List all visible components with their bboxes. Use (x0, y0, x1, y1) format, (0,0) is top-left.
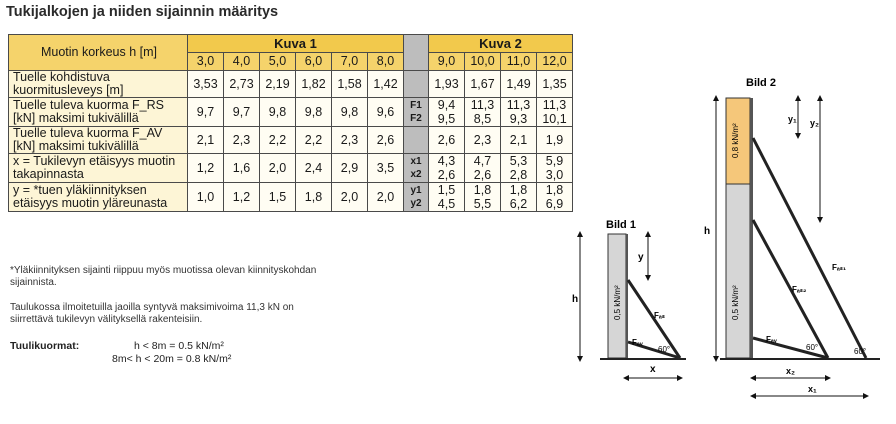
h2-2: 11,0 (501, 53, 537, 71)
bild2-fav-label: Fₐᵥ (766, 335, 777, 344)
table-row (9, 127, 573, 154)
table-row (9, 183, 573, 212)
table-row (9, 71, 573, 98)
cell: 2,9 (332, 154, 368, 183)
cell: 2,3 (465, 127, 501, 154)
bild1-y-label: y (638, 252, 644, 263)
header-label: Muotin korkeus h [m] (40, 45, 157, 59)
bild2-x2-label: x₂ (786, 366, 796, 376)
cell (501, 98, 537, 127)
bild2-label: Bild 2 (746, 77, 776, 89)
bild2-load-upper: 0,8 kN/m² (731, 123, 740, 158)
cell (465, 183, 501, 212)
note-1 (10, 265, 316, 289)
cell-top: 11,3 (542, 98, 567, 112)
table-header-row (9, 35, 573, 53)
cell: 1,0 (188, 183, 224, 212)
cell: 2,3 (332, 127, 368, 154)
row-label: Tuelle tuleva kuorma F_AV [kN] maksimi tukivälillä (9, 127, 188, 154)
page-title: Tukijalkojen ja niiden sijainnin määritys (6, 4, 279, 20)
wind-line-1: h < 8m = 0.5 kN/m² (134, 340, 224, 352)
cell-bottom: 4,5 (437, 197, 456, 211)
cell: 2,2 (260, 127, 296, 154)
cell: 1,67 (465, 71, 501, 98)
cell-bottom: 2,6 (437, 168, 456, 182)
cell: 2,0 (260, 154, 296, 183)
bild1-angle: 60° (658, 345, 671, 354)
row-label: Tuelle tuleva kuorma F_RS [kN] maksimi tukivälillä (9, 98, 188, 127)
bild2-formwork-edge (750, 98, 753, 358)
cell: 9,8 (296, 98, 332, 127)
cell: 2,1 (188, 127, 224, 154)
cell: 2,1 (501, 127, 537, 154)
cell-top: 11,3 (506, 98, 531, 112)
cell: 3,53 (188, 71, 224, 98)
cell-top: 4,7 (473, 154, 492, 168)
bild2-y1-label: y₁ (788, 114, 797, 124)
cell (429, 98, 465, 127)
row-label: x = Tukilevyn etäisyys muotin takapinnasta (9, 154, 188, 183)
cell: 2,2 (296, 127, 332, 154)
row-marker: x1 x2 (404, 154, 429, 183)
bild2-x1-label: x₁ (808, 384, 817, 394)
cell: 1,82 (296, 71, 332, 98)
cell: 2,3 (224, 127, 260, 154)
cell (537, 183, 573, 212)
cell-bottom: 8,5 (473, 112, 492, 126)
cell-bottom: 2,8 (509, 168, 528, 182)
cell-top: 1,8 (509, 183, 528, 197)
table-body (9, 71, 573, 212)
cell: 2,19 (260, 71, 296, 98)
table-row (9, 154, 573, 183)
group-kuva1: Kuva 1 (188, 35, 404, 53)
cell-bottom: 9,5 (437, 112, 456, 126)
note-2-line-b: siirrettävä tukilevyn välityksellä rakenteisiin. (10, 314, 203, 325)
bild2-brace-fas2 (753, 220, 828, 358)
bild1-fas-label: Fₐₛ (654, 311, 665, 320)
cell (465, 154, 501, 183)
h1-2: 5,0 (260, 53, 296, 71)
cell: 9,7 (188, 98, 224, 127)
bild2-fas1-label: Fₐₛ₁ (832, 263, 847, 272)
bild1-h-label: h (572, 294, 579, 305)
cell (429, 183, 465, 212)
cell: 9,8 (260, 98, 296, 127)
header-label-cell (9, 35, 188, 71)
wind-label: Tuulikuormat: (10, 340, 80, 352)
cell-top: 5,3 (509, 154, 528, 168)
cell-bottom: 2,6 (473, 168, 492, 182)
cell-top: 4,3 (437, 154, 456, 168)
note-1-line-a: *Yläkiinnityksen sijainti riippuu myös muotissa olevan kiinnityskohdan (10, 265, 317, 276)
row-marker: y1 y2 (404, 183, 429, 212)
support-table (8, 34, 573, 212)
cell: 3,5 (368, 154, 404, 183)
cell (429, 154, 465, 183)
h1-3: 6,0 (296, 53, 332, 71)
h2-3: 12,0 (537, 53, 573, 71)
cell: 1,6 (224, 154, 260, 183)
bild1-load-label: 0,5 kN/m² (613, 285, 622, 320)
cell-bottom: 6,9 (545, 197, 564, 211)
h1-5: 8,0 (368, 53, 404, 71)
h1-1: 4,0 (224, 53, 260, 71)
cell: 2,6 (429, 127, 465, 154)
cell: 1,2 (224, 183, 260, 212)
cell (465, 98, 501, 127)
cell-top: 5,9 (545, 154, 564, 168)
cell-bottom: 9,3 (509, 112, 528, 126)
cell: 2,0 (368, 183, 404, 212)
cell-bottom: 3,0 (545, 168, 564, 182)
cell (537, 98, 573, 127)
cell-top: 1,5 (437, 183, 456, 197)
cell: 1,5 (260, 183, 296, 212)
cell (537, 154, 573, 183)
h2-0: 9,0 (429, 53, 465, 71)
bild1-formwork-edge (626, 234, 628, 358)
bild2-load-lower: 0,5 kN/m² (731, 285, 740, 320)
cell: 1,42 (368, 71, 404, 98)
row-marker: F1 F2 (404, 98, 429, 127)
cell: 2,6 (368, 127, 404, 154)
note-1-line-b: sijainnista. (10, 277, 57, 288)
bild2-y2-label: y₂ (810, 118, 820, 128)
bild1-label: Bild 1 (606, 219, 636, 231)
group-kuva2: Kuva 2 (429, 35, 573, 53)
bild2-angle-1: 60° (806, 343, 819, 352)
cell: 1,9 (537, 127, 573, 154)
table-row (9, 98, 573, 127)
h1-0: 3,0 (188, 53, 224, 71)
cell (501, 183, 537, 212)
bild2-angle-2: 60° (854, 347, 867, 356)
note-2-line-a: Taulukossa ilmoitetuilla jaoilla syntyvä maksimivoima 11,3 kN on (10, 302, 294, 313)
cell: 1,58 (332, 71, 368, 98)
cell-bottom: 5,5 (473, 197, 492, 211)
support-diagrams (570, 70, 892, 410)
cell: 9,7 (224, 98, 260, 127)
cell: 2,0 (332, 183, 368, 212)
cell: 1,49 (501, 71, 537, 98)
bild1-fav-label: Fₐᵥ (632, 338, 643, 347)
row-marker (404, 127, 429, 154)
bild2-h-label: h (704, 226, 711, 237)
cell: 2,73 (224, 71, 260, 98)
cell: 9,8 (332, 98, 368, 127)
wind-line-2: 8m< h < 20m = 0.8 kN/m² (112, 353, 232, 365)
bild2-fas2-label: Fₐₛ₂ (792, 285, 807, 294)
cell: 1,8 (296, 183, 332, 212)
cell: 2,4 (296, 154, 332, 183)
bild1-x-label: x (650, 364, 656, 375)
note-2 (10, 302, 294, 326)
row-marker (404, 71, 429, 98)
cell-top: 11,3 (470, 98, 495, 112)
cell-bottom: 10,1 (542, 112, 567, 126)
cell (501, 154, 537, 183)
cell: 9,6 (368, 98, 404, 127)
cell: 1,93 (429, 71, 465, 98)
cell-top: 1,8 (545, 183, 564, 197)
h1-4: 7,0 (332, 53, 368, 71)
cell-top: 1,8 (473, 183, 492, 197)
cell-top: 9,4 (437, 98, 456, 112)
gap-col (404, 35, 429, 71)
row-label: y = *tuen yläkiinnityksen etäisyys muotin yläreunasta (9, 183, 188, 212)
cell: 1,2 (188, 154, 224, 183)
row-label: Tuelle kohdistuva kuormitusleveys [m] (9, 71, 188, 98)
cell: 1,35 (537, 71, 573, 98)
cell-bottom: 6,2 (509, 197, 528, 211)
h2-1: 10,0 (465, 53, 501, 71)
